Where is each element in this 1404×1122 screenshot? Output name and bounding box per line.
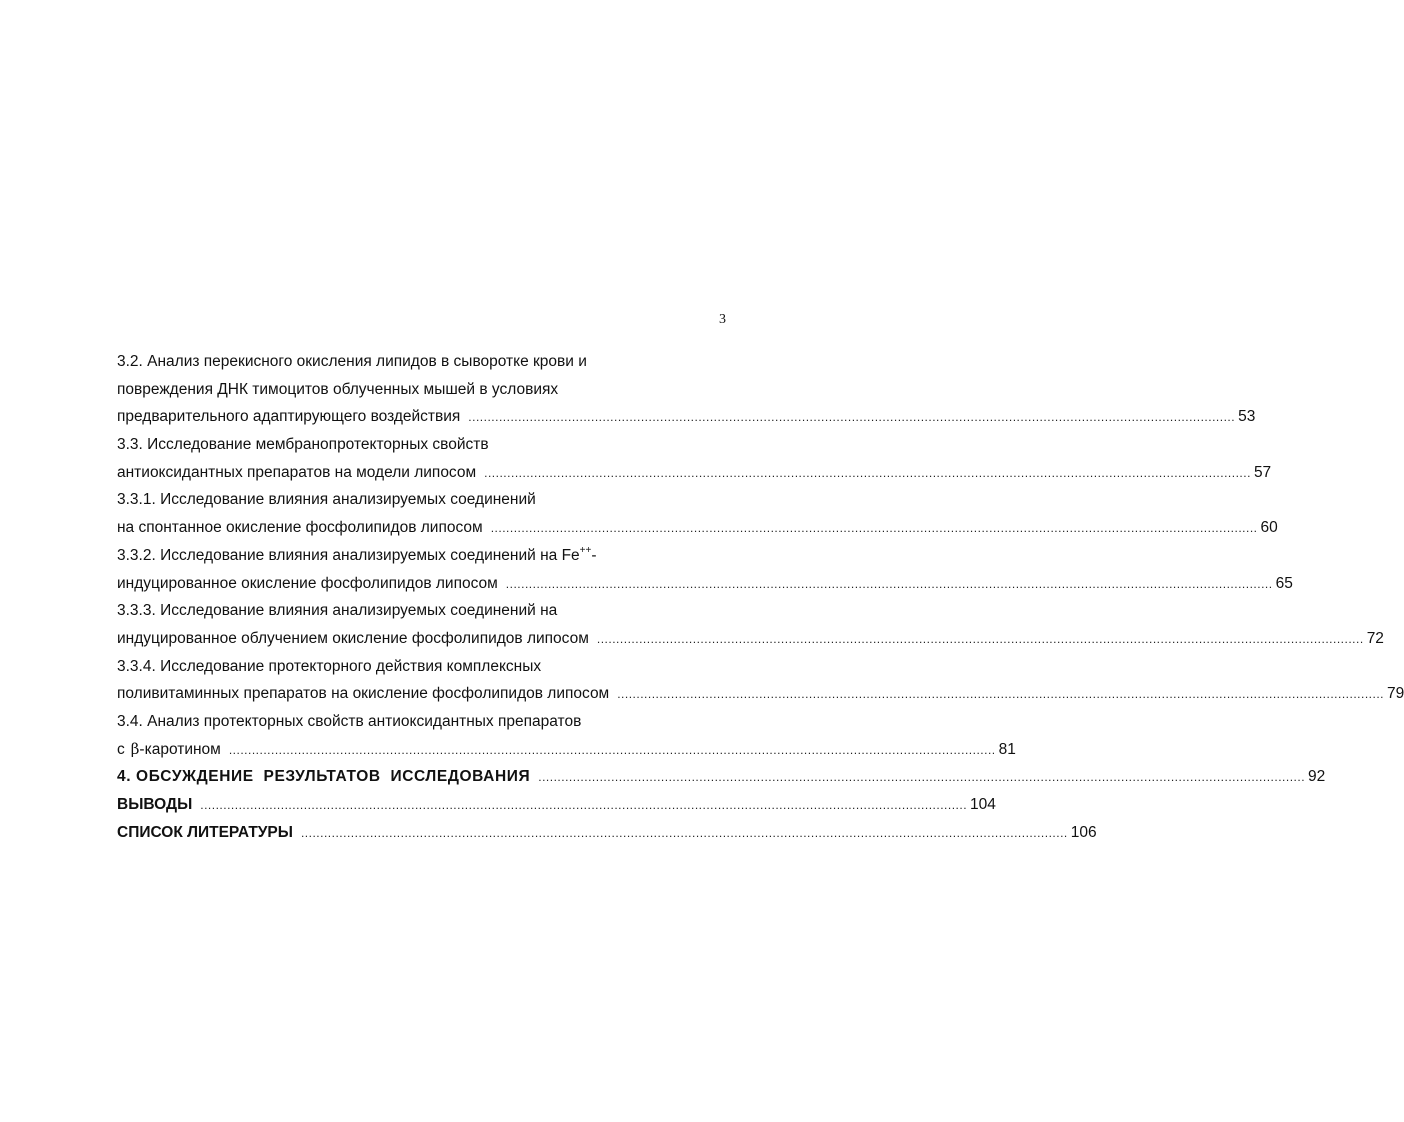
toc-line-chapter <box>117 819 1097 847</box>
toc-line-chapter <box>117 791 996 819</box>
dot-leader: ........................................................................................................................................................................................................ <box>468 410 1236 425</box>
toc-line <box>117 625 1384 653</box>
toc-line <box>117 459 1272 487</box>
page-number: 3 <box>719 312 726 327</box>
toc-entry-text: повреждения ДНК тимоцитов облученных мышей в условиях <box>117 380 559 398</box>
dot-leader: ........................................................................................................................................................................................................ <box>617 687 1385 702</box>
toc-line <box>117 597 717 625</box>
toc-entry-text: 3.2. Анализ перекисного окисления липидов в сыворотке крови и <box>117 353 587 370</box>
greek-beta: β <box>130 739 140 758</box>
toc-page-number: 92 <box>1308 768 1326 786</box>
toc-line <box>117 708 717 736</box>
toc-entry-text: индуцированное облучением окисление фосфолипидов липосом <box>117 629 589 647</box>
toc-entry-text: предварительного адаптирующего воздействия <box>117 408 461 426</box>
toc-entry-text: 3.3. Исследование мембранопротекторных свойств <box>117 436 489 454</box>
toc-entry-text: на спонтанное окисление фосфолипидов липосом <box>117 519 483 537</box>
toc-line <box>117 376 717 404</box>
superscript-charge: ++ <box>579 544 592 556</box>
toc-entry-text: 3.3.3. Исследование влияния анализируемых соединений на <box>117 602 558 620</box>
toc-page-number: 104 <box>970 796 996 813</box>
toc-line <box>117 514 1278 542</box>
toc-entry-text: индуцированное окисление фосфолипидов липосом <box>117 574 498 592</box>
toc-line <box>117 736 1016 764</box>
dot-leader: ........................................................................................................................................................................................................ <box>484 465 1251 480</box>
dot-leader: ........................................................................................................................................................................................................ <box>596 631 1364 646</box>
toc-entry-text-end: - <box>591 546 597 564</box>
dot-leader: ........................................................................................................................................................................................................ <box>538 770 1306 785</box>
toc-line <box>117 486 717 514</box>
dot-leader: ........................................................................................................................................................................................................ <box>505 576 1273 591</box>
toc-page-number: 53 <box>1238 408 1256 426</box>
toc-page-number: 79 <box>1387 685 1404 703</box>
toc-line <box>117 348 717 376</box>
toc-line <box>117 542 717 570</box>
toc-page-number: 65 <box>1275 574 1293 592</box>
toc-entry-text <box>117 736 221 764</box>
toc-entry-text: 3.3.1. Исследование влияния анализируемых соединений <box>117 491 536 509</box>
toc-entry-prefix: с <box>117 740 125 758</box>
toc-entry-text-main: -каротином <box>139 740 221 758</box>
toc-line <box>117 680 1404 708</box>
toc-page-number: 81 <box>998 740 1016 758</box>
toc-line <box>117 570 1293 598</box>
toc-page-number: 72 <box>1366 629 1384 647</box>
toc-entry-text: поливитаминных препаратов на окисление фосфолипидов липосом <box>117 685 610 703</box>
toc-entry-text: 3.4. Анализ протекторных свойств антиоксидантных препаратов <box>117 712 582 730</box>
toc-entry-text: 3.3.4. Исследование протекторного действия комплексных <box>117 657 542 675</box>
toc-line <box>117 403 1256 431</box>
toc-page-number: 57 <box>1253 463 1272 481</box>
toc-page-number: 60 <box>1260 519 1278 537</box>
toc-line <box>117 431 717 459</box>
table-of-contents <box>117 348 1404 846</box>
toc-entry-text: антиоксидантных препаратов на модели липосом <box>117 463 477 481</box>
toc-line-chapter <box>117 763 1326 791</box>
dot-leader: ........................................................................................................................................................................................................ <box>490 521 1258 536</box>
toc-entry-text: 4. ОБСУЖДЕНИЕ РЕЗУЛЬТАТОВ ИССЛЕДОВАНИЯ <box>117 768 531 786</box>
toc-entry-text: ВЫВОДЫ <box>117 796 193 813</box>
toc-entry-text <box>117 542 597 570</box>
toc-line <box>117 653 717 681</box>
dot-leader: ........................................................................................................................................................................................................ <box>228 742 996 757</box>
toc-entry-text: СПИСОК ЛИТЕРАТУРЫ <box>117 823 293 841</box>
dot-leader: ........................................................................................................................................................................................................ <box>300 825 1068 840</box>
toc-entry-text-main: 3.3.2. Исследование влияния анализируемых соединений на Fe <box>117 546 580 564</box>
dot-leader: ........................................................................................................................................................................................................ <box>200 798 968 812</box>
toc-page-number: 106 <box>1070 823 1097 841</box>
